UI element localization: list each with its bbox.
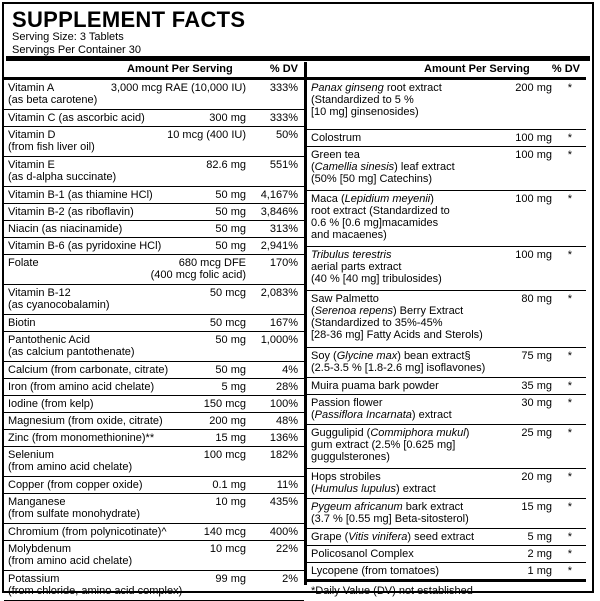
nutrient-name-line: 0.6 % [0.6 mg]macamides — [311, 217, 439, 229]
nutrient-name-line: and macaenes) — [311, 229, 387, 241]
right-nutrient-row — [307, 247, 586, 291]
right-nutrient-row — [307, 130, 586, 147]
amount-line: 80 mg — [521, 293, 552, 305]
amount-per-serving — [212, 479, 246, 491]
nutrient-name-line: (Serenoa repens) Berry Extract — [311, 305, 464, 317]
amount-line: 75 mg — [521, 350, 552, 362]
daily-value: 28% — [275, 381, 298, 393]
daily-value: 48% — [275, 415, 298, 427]
left-nutrient-row — [4, 413, 304, 430]
amount-per-serving — [210, 543, 246, 555]
panel-title: SUPPLEMENT FACTS — [12, 7, 246, 32]
nutrient-name-line: (from amino acid chelate) — [8, 555, 133, 567]
left-nutrient-row — [4, 477, 304, 494]
daily-value: 50% — [275, 129, 298, 141]
daily-value: 313% — [269, 223, 298, 235]
daily-value: 2,941% — [260, 240, 298, 252]
left-nutrient-row — [4, 494, 304, 524]
amount-line: 0.1 mg — [212, 479, 246, 491]
daily-value: 400% — [269, 526, 298, 538]
daily-value: * — [567, 132, 572, 144]
nutrient-name-line: (from chloride, amino acid complex) — [8, 585, 183, 597]
nutrient-name-line: Passion flower — [311, 397, 383, 409]
daily-value: * — [567, 350, 572, 362]
nutrient-name-line: (Camellia sinesis) leaf extract — [311, 161, 455, 173]
left-header — [4, 62, 304, 80]
amount-line: 25 mg — [521, 427, 552, 439]
serving-size: Serving Size: 3 Tablets — [12, 31, 124, 43]
nutrient-name-line: (2.5-3.5 % [1.8-2.6 mg] isoflavones) — [311, 362, 486, 374]
nutrient-name — [8, 573, 182, 597]
left-nutrient-row — [4, 80, 304, 110]
right-dv-header: % DV — [551, 63, 580, 75]
amount-per-serving — [206, 159, 246, 171]
daily-value: 2% — [282, 573, 298, 585]
daily-value: 170% — [269, 257, 298, 269]
amount-per-serving — [515, 249, 552, 261]
nutrient-name — [311, 397, 452, 421]
nutrient-name-line: Zinc (from monomethionine)** — [8, 432, 155, 444]
nutrient-name — [8, 206, 134, 218]
amount-line: 15 mg — [215, 432, 246, 444]
nutrient-name — [311, 293, 483, 341]
nutrient-name — [8, 479, 143, 491]
nutrient-name-line: Vitamin B-1 (as thiamine HCl) — [8, 189, 153, 201]
right-nutrient-row — [307, 529, 586, 546]
nutrient-name-line: Iron (from amino acid chelate) — [8, 381, 155, 393]
nutrient-name — [8, 449, 132, 473]
amount-line: 99 mg — [215, 573, 246, 585]
nutrient-name — [311, 249, 442, 285]
amount-per-serving — [528, 565, 552, 577]
nutrient-name — [8, 287, 110, 311]
left-nutrient-row — [4, 332, 304, 362]
daily-value: * — [567, 397, 572, 409]
nutrient-name — [8, 334, 135, 358]
amount-per-serving — [209, 415, 246, 427]
right-header — [307, 62, 586, 80]
amount-per-serving — [215, 189, 246, 201]
amount-line: 140 mcg — [203, 526, 246, 538]
nutrient-name — [311, 565, 439, 577]
amount-per-serving — [111, 82, 246, 94]
amount-per-serving — [215, 334, 246, 346]
daily-value: * — [567, 380, 572, 392]
amount-line: 15 mg — [521, 501, 552, 513]
nutrient-name-line: Calcium (from carbonate, citrate) — [8, 364, 169, 376]
amount-per-serving — [215, 206, 246, 218]
nutrient-name-line: (from amino acid chelate) — [8, 461, 133, 473]
amount-per-serving — [515, 193, 552, 205]
nutrient-name — [8, 432, 154, 444]
amount-line: (400 mcg folic acid) — [150, 269, 246, 281]
nutrient-name-line: guggulsterones) — [311, 451, 390, 463]
nutrient-name-line: Vitamin C (as ascorbic acid) — [8, 112, 145, 124]
nutrient-name-line: (Standardized to 35%-45% — [311, 317, 443, 329]
amount-line: 35 mg — [521, 380, 552, 392]
nutrient-name — [8, 543, 132, 567]
nutrient-name-line: Biotin — [8, 317, 36, 329]
left-nutrient-row — [4, 221, 304, 238]
amount-per-serving — [209, 112, 246, 124]
nutrient-name-line: Green tea — [311, 149, 360, 161]
amount-per-serving — [204, 449, 246, 461]
nutrient-name-line: (Passiflora Incarnata) extract — [311, 409, 452, 421]
left-nutrient-row — [4, 541, 304, 571]
left-nutrient-row — [4, 204, 304, 221]
right-nutrient-row — [307, 499, 586, 529]
amount-per-serving — [528, 531, 552, 543]
amount-line: 150 mcg — [203, 398, 246, 410]
right-nutrient-row — [307, 191, 586, 247]
daily-value: 167% — [269, 317, 298, 329]
amount-per-serving — [515, 149, 552, 161]
amount-line: 200 mg — [209, 415, 246, 427]
daily-value: 22% — [275, 543, 298, 555]
amount-per-serving — [521, 350, 552, 362]
nutrient-name — [311, 427, 469, 463]
nutrient-name — [311, 82, 442, 118]
amount-line: 300 mg — [209, 112, 246, 124]
nutrient-name — [8, 415, 163, 427]
amount-per-serving — [204, 398, 246, 410]
amount-line: 50 mg — [215, 223, 246, 235]
amount-per-serving — [215, 432, 246, 444]
nutrient-name — [8, 496, 140, 520]
amount-per-serving — [515, 82, 552, 94]
servings-per-container: Servings Per Container 30 — [12, 44, 142, 56]
nutrient-name-line: aerial parts extract — [311, 261, 402, 273]
left-amount-header: Amount Per Serving — [127, 63, 233, 75]
left-nutrient-row — [4, 362, 304, 379]
amount-line: 50 mg — [215, 240, 246, 252]
footnote: *Daily Value (DV) not established — [307, 580, 586, 597]
nutrient-name-line: Pygeum africanum bark extract — [311, 501, 464, 513]
nutrient-name-line: root extract (Standardized to — [311, 205, 450, 217]
nutrient-name-line: (as calcium pantothenate) — [8, 346, 135, 358]
amount-per-serving — [215, 496, 246, 508]
left-nutrient-row — [4, 379, 304, 396]
daily-value: 4,167% — [260, 189, 298, 201]
nutrient-name — [8, 82, 97, 106]
nutrient-name — [311, 132, 361, 144]
amount-line: 20 mg — [521, 471, 552, 483]
amount-line: 5 mg — [527, 531, 552, 543]
right-nutrient-row — [307, 348, 586, 378]
amount-line: 2 mg — [527, 548, 552, 560]
daily-value: * — [567, 293, 572, 305]
nutrient-name — [8, 364, 168, 376]
amount-line: 3,000 mcg RAE (10,000 IU) — [110, 82, 246, 94]
left-nutrient-row — [4, 524, 304, 541]
nutrient-name-line: Iodine (from kelp) — [8, 398, 94, 410]
nutrient-name-line: Colostrum — [311, 132, 362, 144]
nutrient-name-line: Vitamin B-6 (as pyridoxine HCl) — [8, 240, 162, 252]
left-nutrient-row — [4, 315, 304, 332]
left-nutrient-row — [4, 396, 304, 413]
nutrient-name — [8, 398, 94, 410]
amount-per-serving — [210, 287, 246, 299]
amount-line: 30 mg — [521, 397, 552, 409]
left-nutrient-row — [4, 255, 304, 285]
nutrient-name-line: Grape (Vitis vinifera) seed extract — [311, 531, 475, 543]
nutrient-name — [8, 317, 36, 329]
left-column — [4, 62, 304, 601]
amount-line: 50 mg — [215, 206, 246, 218]
amount-per-serving — [215, 223, 246, 235]
nutrient-name-line: (from sulfate monohydrate) — [8, 508, 141, 520]
daily-value: 1,000% — [260, 334, 298, 346]
amount-per-serving — [204, 526, 246, 538]
daily-value: * — [567, 82, 572, 94]
amount-line: 50 mg — [215, 189, 246, 201]
top-divider — [6, 56, 590, 61]
nutrient-name-line: Chromium (from polynicotinate)^ — [8, 526, 167, 538]
serving-info — [12, 31, 141, 57]
nutrient-name-line: Magnesium (from oxide, citrate) — [8, 415, 163, 427]
right-nutrient-row — [307, 147, 586, 191]
left-nutrient-row — [4, 571, 304, 601]
nutrient-name-line: Pantothenic Acid — [8, 334, 90, 346]
nutrient-name-line: Guggulipid (Commiphora mukul) — [311, 427, 470, 439]
right-nutrient-row — [307, 469, 586, 499]
amount-per-serving — [151, 257, 246, 281]
amount-line: 100 mg — [515, 193, 552, 205]
nutrient-name-line: Saw Palmetto — [311, 293, 379, 305]
daily-value: * — [567, 565, 572, 577]
nutrient-name — [311, 471, 436, 495]
nutrient-name — [8, 112, 145, 124]
nutrient-name — [311, 501, 469, 525]
amount-line: 5 mg — [221, 381, 246, 393]
amount-per-serving — [515, 132, 552, 144]
amount-line: 50 mg — [215, 334, 246, 346]
daily-value: * — [567, 193, 572, 205]
nutrient-name — [8, 189, 153, 201]
nutrient-name-line: Vitamin A — [8, 82, 55, 94]
nutrient-name-line: Panax ginseng root extract — [311, 82, 442, 94]
amount-per-serving — [521, 501, 552, 513]
amount-line: 50 mcg — [209, 317, 246, 329]
daily-value: * — [567, 548, 572, 560]
nutrient-name-line: Niacin (as niacinamide) — [8, 223, 123, 235]
right-nutrient-row — [307, 395, 586, 425]
nutrient-name-line: Copper (from copper oxide) — [8, 479, 143, 491]
right-nutrient-row — [307, 378, 586, 395]
nutrient-name — [311, 380, 439, 392]
nutrient-name — [8, 526, 167, 538]
left-nutrient-row — [4, 447, 304, 477]
daily-value: * — [567, 427, 572, 439]
right-nutrient-row — [307, 80, 586, 130]
daily-value: 11% — [276, 479, 298, 491]
daily-value: 136% — [269, 432, 298, 444]
nutrient-name-line: Vitamin B-2 (as riboflavin) — [8, 206, 134, 218]
amount-line: 100 mcg — [203, 449, 246, 461]
amount-per-serving — [215, 240, 246, 252]
nutrient-name-line: Vitamin E — [8, 159, 55, 171]
nutrient-name — [311, 548, 414, 560]
nutrient-name — [8, 159, 116, 183]
daily-value: * — [567, 501, 572, 513]
amount-per-serving — [521, 471, 552, 483]
amount-line: 200 mg — [515, 82, 552, 94]
amount-per-serving — [521, 380, 552, 392]
nutrient-name-line: Maca (Lepidium meyenii) — [311, 193, 434, 205]
amount-per-serving — [222, 381, 246, 393]
amount-per-serving — [521, 427, 552, 439]
amount-per-serving — [528, 548, 552, 560]
nutrient-name — [311, 149, 455, 185]
daily-value: * — [567, 531, 572, 543]
daily-value: 182% — [269, 449, 298, 461]
daily-value: 435% — [269, 496, 298, 508]
nutrient-name — [311, 193, 450, 241]
nutrient-name-line: Vitamin B-12 — [8, 287, 71, 299]
nutrient-name-line: Hops strobiles — [311, 471, 381, 483]
left-dv-header: % DV — [269, 63, 298, 75]
amount-line: 100 mg — [515, 249, 552, 261]
right-nutrient-row — [307, 563, 586, 580]
nutrient-name-line: (Standardized to 5 % — [311, 94, 414, 106]
amount-line: 1 mg — [527, 565, 552, 577]
amount-line: 680 mcg DFE — [178, 257, 246, 269]
left-nutrient-row — [4, 157, 304, 187]
amount-per-serving — [167, 129, 246, 141]
amount-line: 100 mg — [515, 149, 552, 161]
right-nutrient-row — [307, 291, 586, 348]
nutrient-name-line: Soy (Glycine max) bean extract§ — [311, 350, 471, 362]
daily-value: * — [567, 149, 572, 161]
nutrient-name — [311, 531, 474, 543]
daily-value: 100% — [269, 398, 298, 410]
nutrient-name-line: Vitamin D — [8, 129, 56, 141]
nutrient-name-line: Potassium — [8, 573, 60, 585]
nutrient-name-line: Folate — [8, 257, 39, 269]
nutrient-name-line: (Humulus lupulus) extract — [311, 483, 436, 495]
daily-value: 333% — [269, 112, 298, 124]
amount-per-serving — [215, 573, 246, 585]
nutrient-name — [8, 223, 122, 235]
nutrient-name — [8, 381, 154, 393]
nutrient-name-line: [28-36 mg] Fatty Acids and Sterols) — [311, 329, 483, 341]
daily-value: 4% — [282, 364, 298, 376]
amount-per-serving — [521, 397, 552, 409]
amount-per-serving — [210, 317, 246, 329]
nutrient-name-line: (from fish liver oil) — [8, 141, 95, 153]
nutrient-name-line: [10 mg] ginsenosides) — [311, 106, 419, 118]
nutrient-name-line: Manganese — [8, 496, 66, 508]
nutrient-name-line: (as beta carotene) — [8, 94, 98, 106]
amount-line: 10 mcg — [209, 543, 246, 555]
daily-value: * — [567, 249, 572, 261]
daily-value: * — [567, 471, 572, 483]
right-nutrient-row — [307, 425, 586, 469]
amount-line: 50 mg — [215, 364, 246, 376]
amount-line: 10 mcg (400 IU) — [167, 129, 246, 141]
nutrient-name-line: Lycopene (from tomatoes) — [311, 565, 439, 577]
left-nutrient-row — [4, 127, 304, 157]
right-nutrient-row — [307, 546, 586, 563]
nutrient-name-line: Policosanol Complex — [311, 548, 414, 560]
nutrient-name-line: (50% [50 mg] Catechins) — [311, 173, 433, 185]
nutrient-name-line: Muira puama bark powder — [311, 380, 439, 392]
amount-line: 10 mg — [215, 496, 246, 508]
nutrient-name-line: (as cyanocobalamin) — [8, 299, 110, 311]
amount-line: 100 mg — [515, 132, 552, 144]
daily-value: 2,083% — [260, 287, 298, 299]
nutrient-name-line: Molybdenum — [8, 543, 71, 555]
nutrient-name-line: (40 % [40 mg] tribulosides) — [311, 273, 442, 285]
left-nutrient-row — [4, 238, 304, 255]
nutrient-name-line: Tribulus terestris — [311, 249, 392, 261]
nutrient-name-line: (as d-alpha succinate) — [8, 171, 117, 183]
nutrient-name — [311, 350, 485, 374]
nutrient-name — [8, 240, 161, 252]
nutrient-name — [8, 257, 39, 269]
nutrient-name-line: Selenium — [8, 449, 54, 461]
nutrient-name-line: gum extract (2.5% [0.625 mg] — [311, 439, 456, 451]
left-nutrient-row — [4, 285, 304, 315]
left-nutrient-row — [4, 430, 304, 447]
nutrient-name — [8, 129, 95, 153]
right-amount-header: Amount Per Serving — [424, 63, 530, 75]
nutrient-name-line: (3.7 % [0.55 mg] Beta-sitosterol) — [311, 513, 469, 525]
amount-per-serving — [521, 293, 552, 305]
daily-value: 3,846% — [260, 206, 298, 218]
amount-per-serving — [215, 364, 246, 376]
amount-line: 82.6 mg — [206, 159, 246, 171]
daily-value: 551% — [269, 159, 298, 171]
left-nutrient-row — [4, 110, 304, 127]
right-column — [307, 62, 586, 597]
amount-line: 50 mcg — [209, 287, 246, 299]
left-nutrient-row — [4, 187, 304, 204]
daily-value: 333% — [269, 82, 298, 94]
